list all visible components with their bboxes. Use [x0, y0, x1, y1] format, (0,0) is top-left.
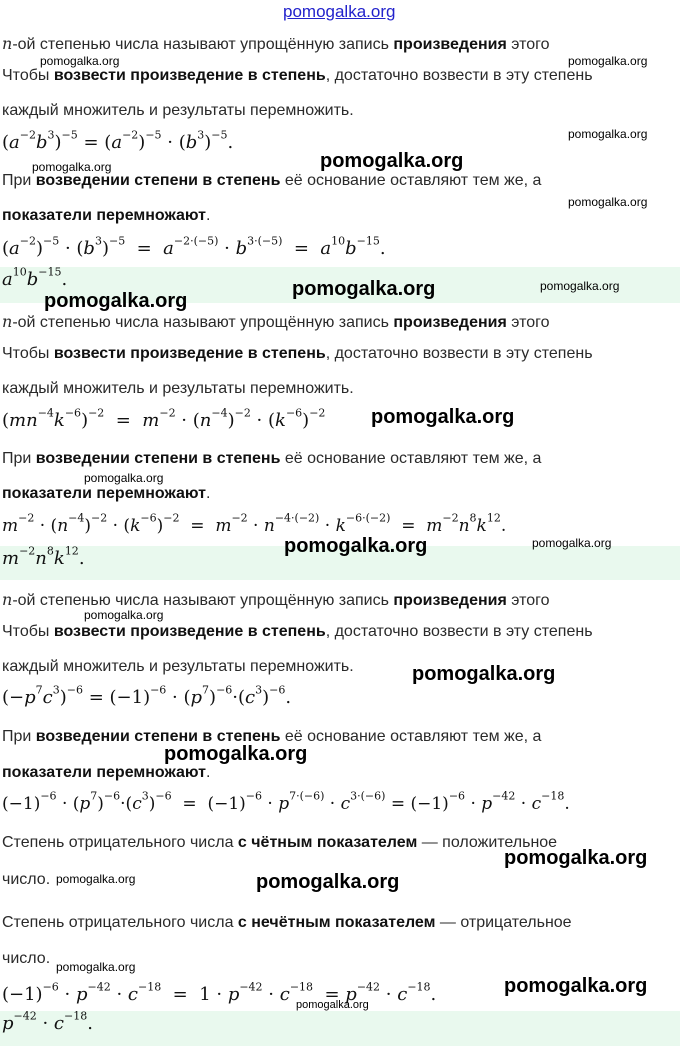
watermark: pomogalka.org	[540, 279, 620, 293]
rule-even-exponent-cont: число.	[2, 871, 51, 888]
answer-band	[0, 1011, 680, 1046]
watermark: pomogalka.org	[320, 150, 464, 172]
watermark: pomogalka.org	[56, 960, 136, 974]
intro-text: n-ой степенью числа называют упрощённую запись произведения этого	[2, 312, 550, 331]
site-link[interactable]: pomogalka.org	[283, 2, 396, 21]
formula-step: $(a^{-2}b^3)^{-5} = (a^{-2})^{-5} \cdot (b^3)^{-5}$.	[2, 128, 234, 153]
watermark: pomogalka.org	[284, 535, 428, 557]
watermark: pomogalka.org	[32, 160, 112, 174]
rule-power-power: При возведении степени в степень её основание оставляют тем же, а	[2, 450, 542, 467]
watermark: pomogalka.org	[84, 471, 164, 485]
rule-product-power: Чтобы возвести произведение в степень, достаточно возвести в эту степень	[2, 623, 593, 640]
formula-step: $m^{-2} \cdot (n^{-4})^{-2} \cdot (k^{-6})^{-2} = m^{-2} \cdot n^{-4\cdot(-2)} \cdot k^{-6\cdot(-2)} = m^{-2}n^8k^{12}$.	[2, 511, 507, 536]
formula-step: $(mn^{-4}k^{-6})^{-2} = m^{-2} \cdot (n^{-4})^{-2} \cdot (k^{-6})^{-2}$	[2, 406, 326, 431]
rule-product-power: Чтобы возвести произведение в степень, достаточно возвести в эту степень	[2, 67, 593, 84]
watermark: pomogalka.org	[568, 127, 648, 141]
formula-step: $(-p^7c^3)^{-6} = (-1)^{-6} \cdot (p^7)^{-6}\cdot(c^3)^{-6}$.	[2, 683, 292, 708]
watermark: pomogalka.org	[532, 536, 612, 550]
watermark: pomogalka.org	[568, 54, 648, 68]
rule-product-power-cont: каждый множитель и результаты перемножить.	[2, 658, 354, 675]
watermark: pomogalka.org	[44, 290, 188, 312]
answer: $m^{-2}n^8k^{12}$.	[2, 544, 85, 569]
answer: $a^{10}b^{-15}$.	[2, 265, 68, 290]
formula-step: $(a^{-2})^{-5} \cdot (b^3)^{-5} = a^{-2\cdot(-5)} \cdot b^{3\cdot(-5)} = a^{10}b^{-15}$.	[2, 234, 386, 259]
watermark: pomogalka.org	[296, 999, 369, 1011]
watermark: pomogalka.org	[568, 195, 648, 209]
intro-text: n-ой степенью числа называют упрощённую запись произведения этого	[2, 34, 550, 53]
rule-odd-exponent: Степень отрицательного числа с нечётным показателем — отрицательное	[2, 914, 572, 931]
rule-power-power-cont: показатели перемножают.	[2, 764, 211, 781]
watermark: pomogalka.org	[256, 871, 400, 893]
formula-step: $(-1)^{-6} \cdot (p^7)^{-6}\cdot(c^3)^{-6} = (-1)^{-6} \cdot p^{7\cdot(-6)} \cdot c^{3\cdot(-6)} = (-1)^{-6} \cdot p^{-42} \cdot c^{-18}$.	[2, 789, 570, 814]
intro-text: n-ой степенью числа называют упрощённую запись произведения этого	[2, 590, 550, 609]
rule-power-power-cont: показатели перемножают.	[2, 207, 211, 224]
answer: $p^{-42} \cdot c^{-18}$.	[2, 1009, 93, 1034]
watermark: pomogalka.org	[504, 975, 648, 997]
watermark: pomogalka.org	[412, 663, 556, 685]
watermark: pomogalka.org	[504, 847, 648, 869]
watermark: pomogalka.org	[371, 406, 515, 428]
rule-power-power: При возведении степени в степень её основание оставляют тем же, а	[2, 172, 542, 189]
rule-power-power: При возведении степени в степень её основание оставляют тем же, а	[2, 728, 542, 745]
rule-product-power-cont: каждый множитель и результаты перемножить.	[2, 380, 354, 397]
formula-step: $(-1)^{-6} \cdot p^{-42} \cdot c^{-18} = 1 \cdot p^{-42} \cdot c^{-18} = p^{-42} \cdot c^{-18}$.	[2, 980, 437, 1005]
rule-product-power-cont: каждый множитель и результаты перемножить.	[2, 102, 354, 119]
watermark: pomogalka.org	[56, 872, 136, 886]
watermark: pomogalka.org	[292, 278, 436, 300]
rule-even-exponent: Степень отрицательного числа с чётным показателем — положительное	[2, 834, 558, 851]
watermark: pomogalka.org	[164, 743, 308, 765]
watermark: pomogalka.org	[84, 608, 164, 622]
rule-power-power-cont: показатели перемножают.	[2, 485, 211, 502]
rule-odd-exponent-cont: число.	[2, 950, 51, 967]
rule-product-power: Чтобы возвести произведение в степень, достаточно возвести в эту степень	[2, 345, 593, 362]
watermark: pomogalka.org	[40, 54, 120, 68]
